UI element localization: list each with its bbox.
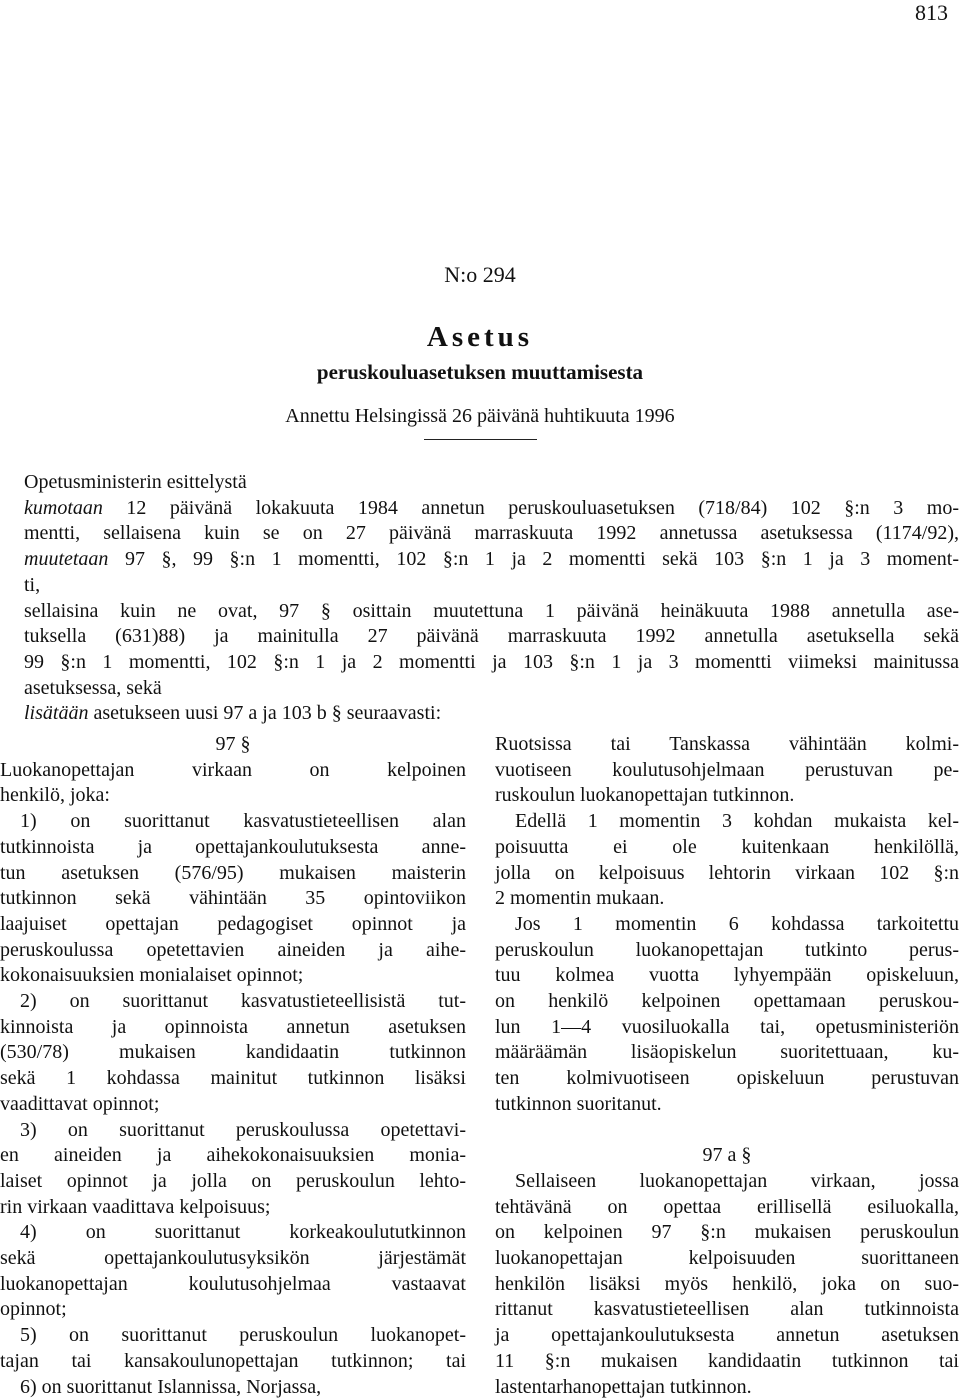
law-number: N:o 294: [444, 262, 516, 287]
text-line: ten kolmivuotiseen opiskeluun perustuvan: [495, 1067, 959, 1090]
text-line: (530/78) mukaisen kandidaatin tutkinnon: [0, 1041, 466, 1064]
text-line: 1) on suorittanut kasvatustieteellisen alan: [20, 810, 466, 833]
text-line: tajan tai kansakoulunopettajan tutkinnon; tai: [0, 1349, 466, 1372]
preamble-line: [24, 547, 959, 573]
text-line: vuotiseen koulutusohjelmaan perustuvan pe-: [495, 758, 959, 781]
text-line: tutkinnon suoritanut.: [495, 1092, 662, 1115]
text-line: luokanopettajan koulutusohjelmaa vastaavat: [0, 1272, 466, 1295]
text-line: sekä opettajankoulutusyksikön järjestämät: [0, 1247, 466, 1270]
text-line: ruskoulun luokanopettajan tutkinnon.: [495, 784, 795, 807]
text-line: 6) on suorittanut Islannissa, Norjassa,: [20, 1375, 322, 1398]
section-heading-97a: 97 a §: [702, 1144, 752, 1167]
text-line: peruskoulussa opetettavien aineiden ja aihe-: [0, 938, 466, 961]
text-line: sekä 1 kohdassa mainitut tutkinnon lisäksi: [0, 1067, 466, 1090]
text-line: on henkilö kelpoinen opettamaan peruskou-: [495, 990, 959, 1013]
right-column: [495, 732, 959, 1400]
text-line: poisuutta ei ole kuitenkaan henkilöllä,: [495, 835, 959, 858]
preamble-line: 99 §:n 1 momentti, 102 §:n 1 ja 2 momentti ja 103 §:n 1 ja 3 momentti viimeksi mainitussa: [24, 650, 959, 673]
preamble: [24, 470, 959, 727]
preamble-line: mentti, sellaisena kuin se on 27 päivänä marraskuuta 1992 annetussa asetuksessa (1174/92),: [24, 522, 959, 545]
preamble-keyword-lisataan: lisätään: [24, 702, 89, 725]
text-line: kinnoista ja opinnoista annetun asetuksen: [0, 1015, 466, 1038]
text-line: määräämän lisäopiskelun suoritettuaan, ku-: [495, 1041, 959, 1064]
text-line: rin virkaan vaadittava kelpoisuus;: [0, 1195, 271, 1218]
text-line: en aineiden ja aihekokonaisuuksien monia-: [0, 1144, 466, 1167]
page-number: 813: [915, 0, 948, 25]
text-line: rittanut kasvatustieteellisen alan tutkinnoista: [495, 1298, 959, 1321]
text-line: jolla on kelpoisuus lehtorin virkaan 102 §:n: [495, 861, 959, 884]
text-line: henkilön lisäksi myös henkilö, joka on suo-: [495, 1272, 959, 1295]
left-column-body: [0, 758, 466, 1400]
text-line: luokanopettajan kelpoisuuden suorittaneen: [495, 1247, 959, 1270]
text-line: 11 §:n mukaisen kandidaatin tutkinnon tai: [495, 1349, 959, 1372]
text-line: Ruotsissa tai Tanskassa vähintään kolmi-: [495, 733, 959, 755]
text-line: laajuiset opettajan pedagogiset opinnot ja: [0, 912, 466, 935]
text-line: henkilö, joka:: [0, 784, 110, 807]
text-line: Edellä 1 momentin 3 kohdan mukaista kel-: [515, 810, 959, 833]
preamble-keyword-muutetaan: muutetaan: [24, 548, 109, 571]
section-heading-97: 97 §: [215, 733, 251, 755]
preamble-line: [24, 701, 959, 727]
text-line: 2) on suorittanut kasvatustieteellisistä tut-: [20, 990, 466, 1013]
text-line: laiset opinnot ja jolla on peruskoulun lehto-: [0, 1169, 466, 1192]
text-line: tutkinnoista ja opettajankoulutuksesta anne-: [0, 835, 466, 858]
text-line: tun asetuksen (576/95) mukaisen maisterin: [0, 861, 466, 884]
text-line: ja opettajankoulutuksesta annetun asetuksen: [495, 1324, 959, 1347]
text-line: 5) on suorittanut peruskoulun luokanopet-: [20, 1324, 466, 1347]
document-type-title: Asetus: [426, 321, 534, 353]
text-line: opinnot;: [0, 1298, 67, 1321]
text-line: peruskoulun luokanopettajan tutkinto perus-: [495, 938, 959, 961]
text-line: kokonaisuuksien monialaiset opinnot;: [0, 964, 304, 987]
text-line: 4) on suorittanut korkeakoulututkinnon: [20, 1221, 466, 1244]
preamble-keyword-kumotaan: kumotaan: [24, 496, 103, 519]
text-line: on kelpoinen 97 §:n mukaisen peruskoulun: [495, 1221, 959, 1244]
text-line: 3) on suorittanut peruskoulussa opetettavi-: [20, 1118, 466, 1141]
right-column-body-b: [495, 1169, 959, 1400]
preamble-line: asetuksessa, sekä: [24, 676, 162, 699]
text-line: tehtävänä on opettaa erillisellä esiluokalla,: [495, 1195, 959, 1218]
issued-date-line: Annettu Helsingissä 26 päivänä huhtikuuta 1996: [285, 405, 675, 427]
preamble-line: sellaisina kuin ne ovat, 97 § osittain muutettuna 1 päivänä heinäkuuta 1988 annetulla ase-: [24, 599, 959, 622]
text-line: lun 1—4 vuosiluokalla tai, opetusministeriön: [495, 1015, 959, 1038]
preamble-line: Opetusministerin esittelystä: [24, 471, 247, 493]
preamble-line-text: 97 §, 99 §:n 1 momentti, 102 §:n 1 ja 2 momentti sekä 103 §:n 1 ja 3 moment-: [108, 548, 959, 571]
preamble-line: [24, 496, 959, 522]
preamble-line: tuksella (631)88) ja mainitulla 27 päivänä marraskuuta 1992 annetulla asetuksella sekä: [24, 625, 959, 648]
document-subtitle: peruskouluasetuksen muuttamisesta: [316, 360, 644, 384]
text-line: tuu kolmea vuotta lyhyempään opiskeluun,: [495, 964, 959, 987]
text-line: tutkinnon sekä vähintään 35 opintoviikon: [0, 887, 466, 910]
right-column-body-a: [495, 732, 959, 1118]
text-line: 2 momentin mukaan.: [495, 887, 665, 910]
header-divider: [424, 439, 537, 440]
preamble-line-text: asetukseen uusi 97 a ja 103 b § seuraavasti:: [88, 702, 442, 725]
text-line: Luokanopettajan virkaan on kelpoinen: [0, 758, 466, 781]
text-line: Sellaiseen luokanopettajan virkaan, jossa: [515, 1169, 959, 1192]
text-line: Jos 1 momentin 6 kohdassa tarkoitettu: [515, 912, 959, 935]
text-line: lastentarhanopettajan tutkinnon.: [495, 1375, 752, 1398]
preamble-line: ti,: [24, 573, 41, 596]
left-column: [0, 732, 466, 1400]
preamble-line-text: 12 päivänä lokakuuta 1984 annetun peruskouluasetuksen (718/84) 102 §:n 3 mo-: [102, 496, 959, 519]
text-line: vaadittavat opinnot;: [0, 1092, 160, 1115]
